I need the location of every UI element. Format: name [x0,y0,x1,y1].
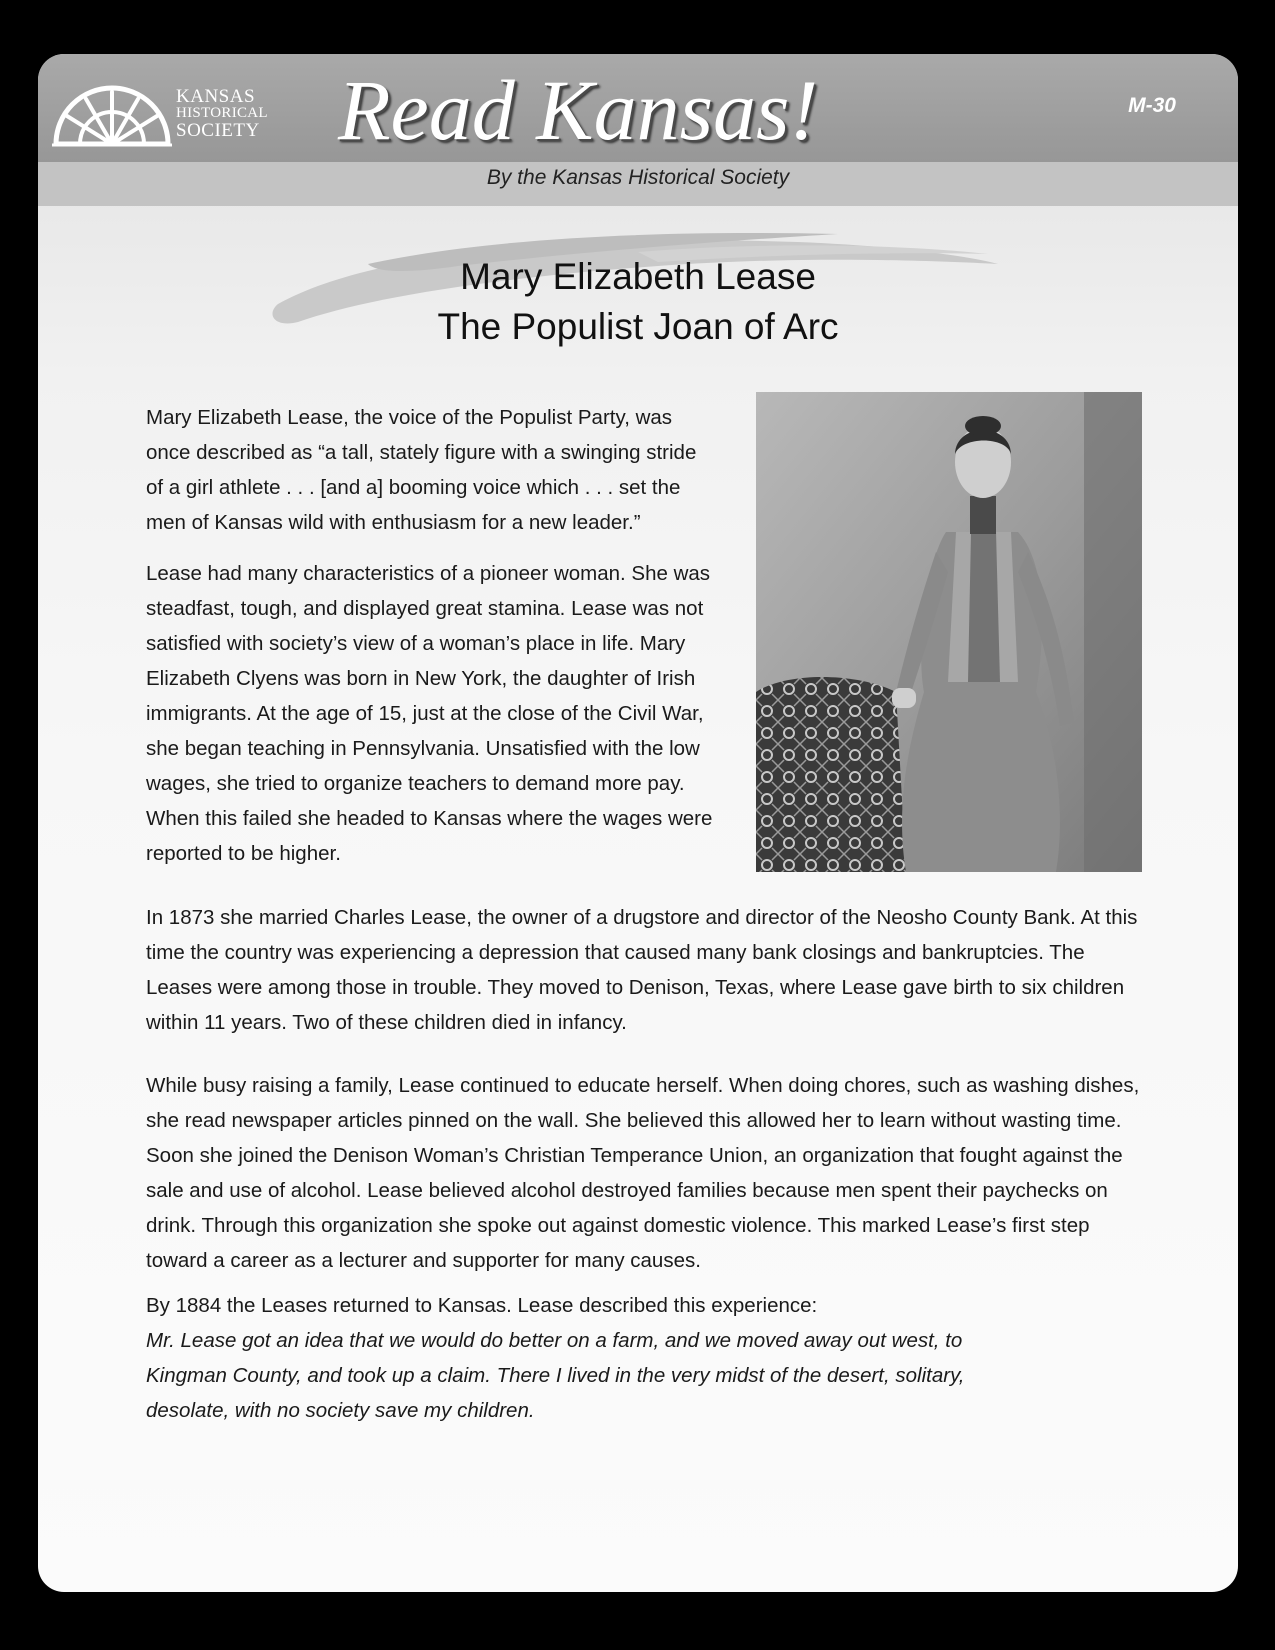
logo-line-society: SOCIETY [176,120,260,141]
paragraph-1: Mary Elizabeth Lease, the voice of the Populist Party, was once described as “a tall, stately figure with a swinging stride of a girl athlete . . . [and a] booming voice which . . . set the men of Kansas wild with enthusiasm for a new leader.” [146,406,697,534]
byline: By the Kansas Historical Society [486,166,790,189]
paragraph-5: By 1884 the Leases returned to Kansas. Lease described this experience: [146,1294,818,1317]
kansas-historical-society-logo [50,84,310,148]
logo-line-kansas: KANSAS [176,86,256,107]
article-title-line-2: The Populist Joan of Arc [437,306,839,347]
paragraph-3: In 1873 she married Charles Lease, the owner of a drugstore and director of the Neosho County Bank. At this time the country was experiencing a depression that caused many bank closings and bankruptcies. The Leases were among those in trouble. They moved to Denison, Texas, where Lease gave birth to six children within 11 years. Two of these children died in infancy. [146,906,1138,1034]
article-title-line-1: Mary Elizabeth Lease [460,256,816,297]
article-title [38,252,1238,352]
paragraph-3-block [146,900,1146,1040]
paragraph-2: Lease had many characteristics of a pioneer woman. She was steadfast, tough, and displayed great stamina. Lease was not satisfied with society’s view of a woman’s place in life. Mary Elizabeth Clyens was born in New York, the daughter of Irish immigrants. At the age of 15, just at the close of the Civil War, she began teaching in Pennsylvania. Unsatisfied with the low wages, she tried to organize teachers to demand more pay. When this failed she headed to Kansas where the wages were reported to be higher. [146,562,713,865]
fanlight-arch-icon [50,84,174,148]
series-title: Read Kansas! [338,62,819,158]
paragraph-4-block [146,1068,1146,1278]
block-quote: Mr. Lease got an idea that we would do better on a farm, and we moved away out west, to Kingman County, and took up a claim. There I lived in the very midst of the desert, solitary, desolate, with no society save my children. [146,1329,965,1422]
paragraph-4: While busy raising a family, Lease continued to educate herself. When doing chores, such as washing dishes, she read newspaper articles pinned on the wall. She believed this allowed her to learn without wasting time. Soon she joined the Denison Woman’s Christian Temperance Union, an organization that fought against the sale and use of alcohol. Lease believed alcohol destroyed families because men spent their paychecks on drink. Through this organization she spoke out against domestic violence. This marked Lease’s first step toward a career as a lecturer and supporter for many causes. [146,1074,1140,1272]
worksheet-page [38,54,1238,1592]
logo-line-historical: HISTORICAL [176,105,268,121]
lesson-code: M-30 [1128,94,1176,117]
paragraph-5-block [146,1288,1146,1428]
portrait-photo [756,392,1142,872]
intro-column [146,400,716,887]
